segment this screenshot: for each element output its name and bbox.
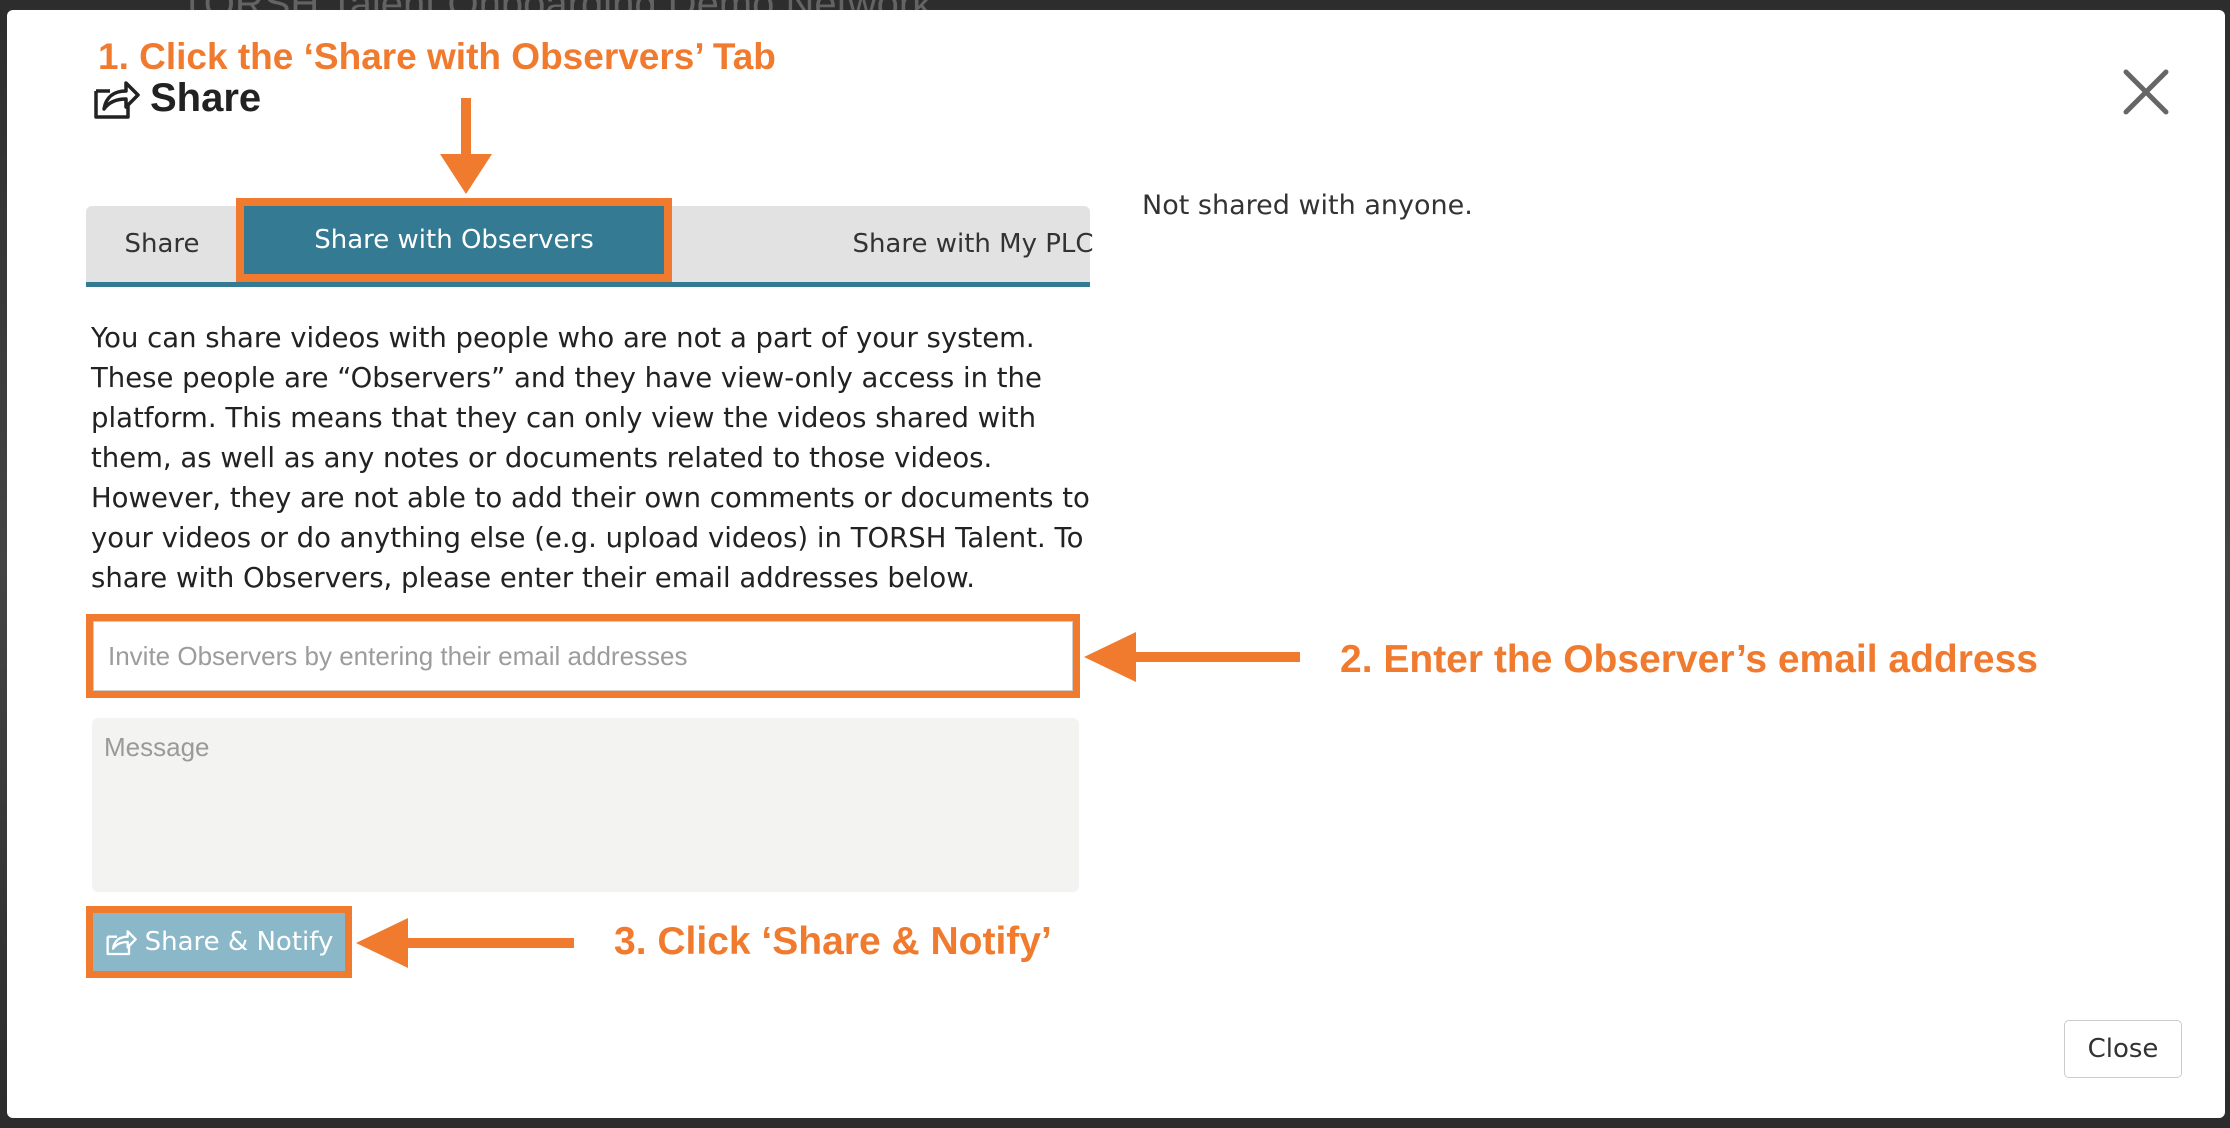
shared-status-text: Not shared with anyone. (1142, 190, 1473, 221)
annotation-step-2: 2. Enter the Observer’s email address (1340, 638, 2039, 681)
modal-title (92, 76, 261, 121)
annotation-arrow-left-share (356, 916, 574, 970)
share-icon (105, 927, 137, 957)
share-button-highlight (86, 906, 352, 978)
close-icon[interactable] (2120, 66, 2172, 118)
tab-share-with-observers[interactable]: Share with Observers (236, 198, 672, 282)
footer-close-button[interactable]: Close (2064, 1020, 2182, 1078)
share-and-notify-button[interactable] (93, 913, 345, 971)
share-and-notify-label: Share & Notify (144, 927, 334, 957)
modal-title-text: Share (150, 76, 262, 120)
email-input-highlight (86, 614, 1080, 698)
share-tabs (86, 206, 1094, 287)
tab-share-with-my-plc[interactable]: Share with My PLC (852, 229, 1094, 259)
observers-description: You can share videos with people who are not a part of your system. These people are “Observers” and they have view-only access in the platform. This means that they can only view the videos shared with them, as well as any notes or documents related to those videos. However, they are not able to add their own comments or documents to your videos or do anything else (e.g. upload videos) in TORSH Talent. To share with Observers, please enter their email addresses below. (91, 322, 1090, 594)
annotation-step-3: 3. Click ‘Share & Notify’ (614, 920, 1052, 963)
annotation-arrow-left-email (1084, 630, 1300, 684)
observer-email-input[interactable] (93, 621, 1073, 691)
tab-share[interactable]: Share (124, 229, 200, 259)
message-textarea[interactable] (92, 718, 1079, 892)
annotation-step-1: 1. Click the ‘Share with Observers’ Tab (98, 36, 776, 77)
share-icon (92, 77, 140, 121)
annotation-arrow-down (438, 98, 494, 198)
